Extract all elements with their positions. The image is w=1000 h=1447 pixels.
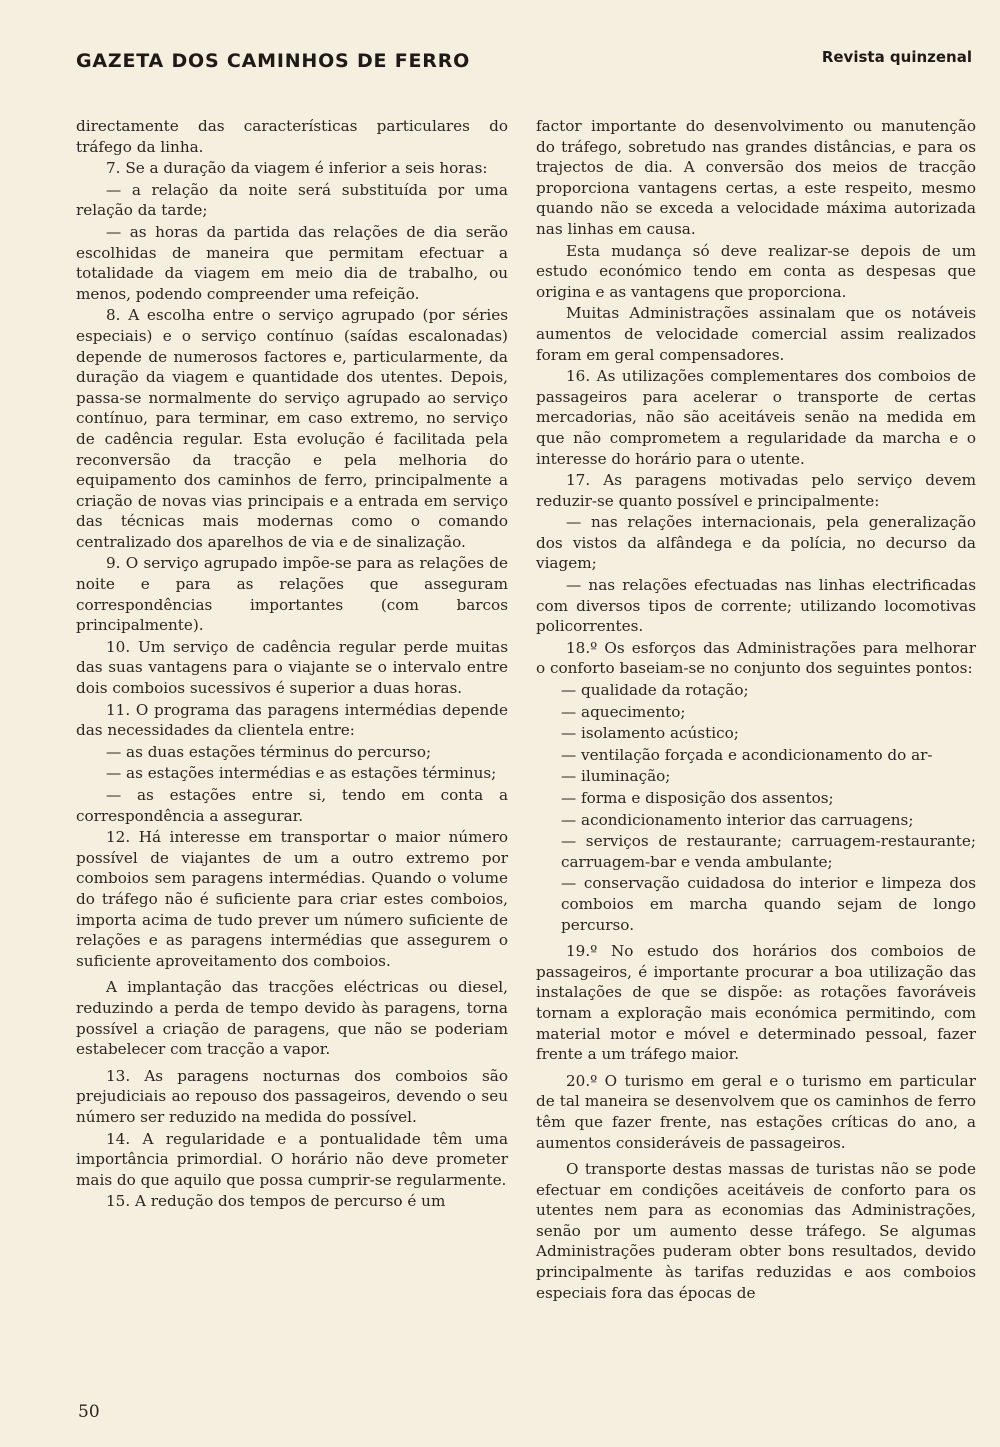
paragraph: 7. Se a duração da viagem é inferior a seis horas:: [106, 159, 488, 178]
list-item: — iluminação;: [561, 767, 671, 786]
paragraph: factor importante do desenvolvimento ou manutenção do tráfego, sobretudo nas grandes distâncias, e para os trajectos de dia. A conversão dos meios de tracção proporciona vantagens certas, a este respeito, mesmo quando não se exceda a velocidade máxima autorizada nas linhas em causa.: [536, 117, 976, 238]
list-item: — qualidade da rotação;: [561, 681, 749, 700]
list-item: — nas relações efectuadas nas linhas electrificadas com diversos tipos de corrente; utilizando locomotivas policorrentes.: [536, 576, 976, 636]
list-item: — a relação da noite será substituída por uma relação da tarde;: [76, 180, 508, 220]
list-item: — nas relações internacionais, pela generalização dos vistos da alfândega e da polícia, no decurso da viagem;: [536, 513, 976, 573]
list-item: — as estações entre si, tendo em conta a correspondência a assegurar.: [76, 786, 508, 825]
list-item: — forma e disposição dos assentos;: [561, 789, 834, 807]
journal-subtitle: Revista quinzenal: [821, 48, 972, 66]
list-item: — conservação cuidadosa do interior e limpeza dos comboios em marcha quando sejam de longo percurso.: [561, 874, 976, 934]
paragraph: directamente das características particulares do tráfego da linha.: [76, 117, 508, 156]
left-column: [76, 116, 508, 1213]
paragraph: 8. A escolha entre o serviço agrupado (por séries especiais) e o serviço contínuo (saídas escalonadas) depende de numerosos factores e, particularmente, da duração da viagem e quantidade dos utentes. Depois, passa-se normalmente do serviço agrupado ao serviço contínuo, para terminar, em caso extremo, no serviço de cadência regular. Esta evolução é facilitada pela reconversão da tracção e pela melhoria do equipamento dos caminhos de ferro, principalmente a criação de novas vias principais e a entrada em serviço das técnicas mais modernas como o comando centralizado dos aparelhos de via e de sinalização.: [76, 306, 508, 551]
list-item: — serviços de restaurante; carruagem-restaurante; carruagem-bar e venda ambulante;: [561, 832, 976, 871]
paragraph: Muitas Administrações assinalam que os notáveis aumentos de velocidade comercial assim realizados foram em geral compensadores.: [536, 304, 976, 364]
paragraph: O transporte destas massas de turistas não se pode efectuar em condições aceitáveis de conforto para os utentes nem para as economias das Administrações, senão por um aumento desse tráfego. Se algumas Administrações puderam obter bons resultados, devido principalmente às tarifas reduzidas e aos comboios especiais fora das épocas de: [536, 1160, 976, 1302]
paragraph: 20.º O turismo em geral e o turismo em particular de tal maneira se desenvolvem que os caminhos de ferro têm que fazer frente, nas estações críticas do ano, a aumentos consideráveis de passageiros.: [536, 1071, 976, 1152]
paragraph: 18.º Os esforços das Administrações para melhorar o conforto baseiam-se no conjunto dos seguintes pontos:: [536, 638, 976, 678]
list-item: — as horas da partida das relações de dia serão escolhidas de maneira que permitam efectuar a totalidade da viagem em meio dia de trabalho, ou menos, podendo compreender uma refeição.: [76, 222, 508, 303]
journal-title: GAZETA DOS CAMINHOS DE FERRO: [76, 50, 471, 72]
paragraph: 15. A redução dos tempos de percurso é um: [106, 1192, 446, 1211]
paragraph: 10. Um serviço de cadência regular perde muitas das suas vantagens para o viajante se o intervalo entre dois comboios sucessivos é superior a duas horas.: [76, 637, 508, 698]
paragraph: A implantação das tracções eléctricas ou diesel, reduzindo a perda de tempo devido às paragens, torna possível a criação de paragens, que não se poderiam estabelecer com tracção a vapor.: [76, 978, 508, 1059]
paragraph: 13. As paragens nocturnas dos comboios são prejudiciais ao repouso dos passageiros, devendo o seu número ser reduzido na medida do possível.: [76, 1066, 508, 1126]
page-number: 50: [78, 1402, 100, 1422]
list-item: — ventilação forçada e acondicionamento do ar-: [561, 745, 933, 764]
paragraph: 12. Há interesse em transportar o maior número possível de viajantes de um a outro extremo por comboios sem paragens intermédias. Quando o volume do tráfego não é suficiente para criar estes comboios, importa acima de tudo prever um número suficiente de relações e as paragens intermédias que assegurem o suficiente aproveitamento dos comboios.: [76, 828, 508, 970]
paragraph: 16. As utilizações complementares dos comboios de passageiros para acelerar o transporte de certas mercadorias, não são aceitáveis senão na medida em que não comprometem a regularidade da marcha e o interesse do horário para o utente.: [536, 367, 976, 468]
paragraph: 19.º No estudo dos horários dos comboios de passageiros, é importante procurar a boa utilização das instalações de que se dispõe: as rotações favoráveis tornam a exploração mais económica permitindo, com material motor e móvel e determinado pessoal, fazer frente a um tráfego maior.: [536, 942, 976, 1064]
list-item: — isolamento acústico;: [561, 724, 739, 743]
list-item: — acondicionamento interior das carruagens;: [561, 810, 914, 829]
list-item: — as estações intermédias e as estações términus;: [106, 764, 497, 783]
paragraph: Esta mudança só deve realizar-se depois de um estudo económico tendo em conta as despesas que origina e as vantagens que proporciona.: [536, 241, 976, 301]
right-column: [536, 116, 976, 1304]
paragraph: 11. O programa das paragens intermédias depende das necessidades da clientela entre:: [76, 700, 508, 740]
paragraph: 9. O serviço agrupado impõe-se para as relações de noite e para as relações que asseguram correspondências importantes (com barcos principalmente).: [76, 554, 508, 635]
list-item: — as duas estações términus do percurso;: [106, 742, 432, 761]
paragraph: 14. A regularidade e a pontualidade têm uma importância primordial. O horário não deve prometer mais do que aquilo que possa cumprir-se regularmente.: [76, 1129, 508, 1189]
paragraph: 17. As paragens motivadas pelo serviço devem reduzir-se quanto possível e principalmente:: [536, 471, 976, 510]
list-item: — aquecimento;: [561, 702, 686, 721]
